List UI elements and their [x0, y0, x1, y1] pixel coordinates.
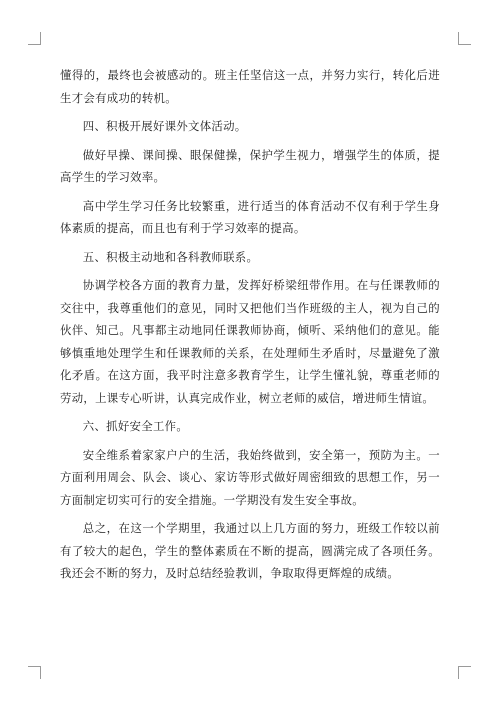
paragraph: 安全维系着家家户户的生活，我始终做到，安全第一，预防为主。一方面利用周会、队会、谈心、家访等形式做好周密细致的思想工作，另一方面制定切实可行的安全措施。一学期没有发生安全事故。	[60, 447, 440, 507]
paragraph-continued: 懂得的，最终也会被感动的。班主任坚信这一点，并努力实行，转化后进生才会有成功的转机。	[60, 68, 440, 105]
corner-mark-top-right	[458, 32, 471, 45]
paragraph-conclusion: 总之，在这一个学期里，我通过以上几方面的努力，班级工作较以前有了较大的起色，学生的整体素质在不断的提高，圆满完成了各项任务。我还会不断的努力，及时总结经验教训，争取取得更辉煌的成绩。	[60, 521, 440, 580]
section-heading-4: 四、积极开展好课外文体活动。	[82, 119, 247, 133]
corner-mark-bottom-left	[28, 666, 41, 679]
corner-mark-bottom-right	[458, 666, 471, 679]
paragraph: 协调学校各方面的教育力量，发挥好桥梁纽带作用。在与任课教师的交往中，我尊重他们的意见，同时又把他们当作班级的主人，视为自己的伙伴、知己。凡事都主动地同任课教师协商，倾听、采纳他们的意见。能够慎重地处理学生和任课教师的关系，在处理师生矛盾时，尽量避免了激化矛盾。在这方面，我平时注意多教育学生，让学生懂礼貌，尊重老师的劳动，上课专心听讲，认真完成作业，树立老师的威信，增进师生情谊。	[60, 278, 440, 405]
corner-mark-top-left	[28, 32, 41, 45]
document-body	[60, 64, 440, 585]
paragraph: 做好早操、课间操、眼保健操，保护学生视力，增强学生的体质，提高学生的学习效率。	[60, 147, 440, 184]
section-heading-5: 五、积极主动地和各科教师联系。	[82, 249, 259, 264]
section-heading-6: 六、抓好安全工作。	[82, 419, 189, 433]
paragraph: 高中学生学习任务比较繁重，进行适当的体育活动不仅有利于学生身体素质的提高，而且也有利于学习效率的提高。	[60, 198, 440, 235]
